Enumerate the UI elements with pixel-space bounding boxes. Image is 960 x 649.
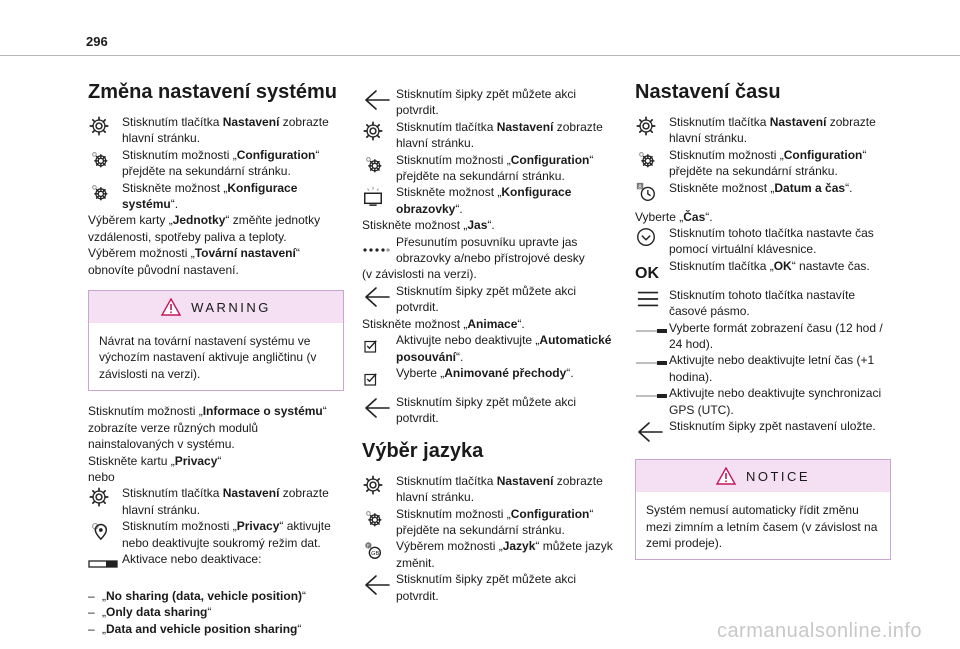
step-item [635,114,891,147]
back-arrow-icon [362,394,396,423]
column-time-settings [635,80,891,572]
svg-text:F: F [366,544,370,550]
step-text: Stisknutím šipky zpět nastavení uložte. [669,419,876,434]
step-item [88,518,344,551]
paragraph-privacy-tab: Stiskněte kartu „Privacy“ [88,453,222,468]
gear-icon [88,114,122,143]
gear-icon [635,114,669,143]
warning-box [88,290,344,391]
language-icon [362,538,396,567]
step-text: Stisknutím tlačítka Nastavení zobrazte hlavní stránku. [396,119,603,151]
step-item [362,283,618,316]
paragraph-factory-reset: Výběrem možnosti „Tovární nastavení“ obnovíte původní nastavení. [88,246,300,277]
page-number: 296 [86,34,108,49]
step-text: Stiskněte možnost „Datum a čas“. [669,180,853,195]
config-gear-icon [362,506,396,535]
step-text: Stisknutím možnosti „Configuration“ přejděte na sekundární stránku. [396,506,594,537]
step-item [635,418,891,447]
notice-triangle-icon [716,467,736,485]
step-item [88,180,344,213]
paragraph-animation: Stiskněte možnost „Animace“. [362,316,525,331]
column-screen-language [362,86,618,604]
step-text: Aktivujte nebo deaktivujte letní čas (+1 hodina). [669,353,875,384]
step-item [635,352,891,385]
svg-text:GB: GB [371,551,380,558]
toggle-icon [88,551,122,580]
toggle-small-icon [635,320,669,349]
privacy-option: – „No sharing (data, vehicle position)“ [88,588,307,603]
step-item [362,86,618,119]
gear-icon [88,485,122,514]
steps-list [362,473,618,604]
step-text: Stisknutím šipky zpět můžete akci potvrdit. [396,394,577,426]
step-item [362,119,618,152]
step-text: Stisknutím šipky zpět můžete akci potvrdit. [396,572,577,603]
watermark: carmanualsonline.info [716,620,922,642]
step-item [635,287,891,320]
step-text: Přesunutím posuvníku upravte jas obrazovky a/nebo přístrojové desky [396,234,585,266]
step-text: Vyberte formát zobrazení času (12 hod / 24 hod). [669,320,883,352]
warning-header [89,291,343,323]
step-item [635,225,891,258]
checkbox-icon [362,365,396,394]
step-text: Aktivujte nebo deaktivujte „Automatické posouvání“. [396,333,612,364]
notice-header [636,460,890,492]
step-item [635,320,891,353]
step-item [362,394,618,427]
step-text: Výběrem možnosti „Jazyk“ můžete jazyk změnit. [396,539,613,570]
step-item [88,114,344,147]
paragraph-or: nebo [88,469,115,484]
step-item [88,147,344,180]
notice-title: NOTICE [745,468,811,484]
steps-list-privacy [88,485,344,580]
step-item [362,506,618,539]
warning-triangle-icon [161,298,181,316]
step-text: Stisknutím tlačítka „OK“ nastavte čas. [669,258,870,273]
paragraph-brightness: Stiskněte možnost „Jas“. [362,218,495,233]
steps-list [362,234,618,267]
config-gear-icon [88,147,122,176]
step-text: Stisknutím tohoto tlačítka nastavte čas pomocí virtuální klávesnice. [669,226,874,257]
step-text: Stisknutím tlačítka Nastavení zobrazte hlavní stránku. [669,115,876,146]
ok-icon: OK [635,264,659,282]
paragraph-version: (v závislosti na verzi). [362,267,477,282]
step-item [362,332,618,365]
section-title-system: Změna nastavení systému [88,81,337,103]
step-text: Stiskněte možnost „Konfigurace systému“. [122,180,298,212]
step-item [635,385,891,418]
checkbox-icon [362,332,396,361]
step-text: Stisknutím tlačítka Nastavení zobrazte hlavní stránku. [122,115,329,146]
step-item [88,551,344,580]
notice-text: Systém nemusí automaticky řídit změnu mezi zimním a letním časem (v závislost na zemi prodeje). [646,503,878,550]
paragraph-system-info: Stisknutím možnosti „Informace o systému“ zobrazíte verze různých modulů nainstalovaných v systému. [88,404,327,452]
step-text: Stisknutím možnosti „Configuration“ přejděte na sekundární stránku. [396,152,594,184]
toggle-small-icon [635,352,669,381]
notice-box [635,459,891,560]
screen-brightness-icon [362,184,396,213]
column-system-settings [88,80,344,637]
step-text: Stisknutím možnosti „Configuration“ přejděte na sekundární stránku. [122,147,320,179]
toggle-small-icon [635,385,669,414]
step-text: Stisknutím možnosti „Configuration“ přejděte na sekundární stránku. [669,147,867,179]
warning-title: WARNING [191,299,271,315]
step-text: Stisknutím tlačítka Nastavení zobrazte hlavní stránku. [122,486,329,517]
gear-icon [362,473,396,502]
step-item [88,485,344,518]
step-item [362,571,618,604]
list-icon [635,287,669,316]
privacy-option: – „Data and vehicle position sharing“ [88,621,302,636]
gear-icon [362,119,396,148]
step-text: Stisknutím tlačítka Nastavení zobrazte hlavní stránku. [396,473,603,505]
step-text: Aktivujte nebo deaktivujte synchronizaci GPS (UTC). [669,386,882,417]
steps-list [362,332,618,427]
step-item [635,258,891,287]
step-item [635,147,891,180]
step-item [362,234,618,267]
chevron-circle-icon [635,225,669,254]
steps-list [635,225,891,447]
back-arrow-icon [362,283,396,312]
section-title-language: Výběr jazyka [362,439,484,462]
steps-list [88,114,344,212]
step-text: Aktivace nebo deaktivace: [122,551,262,566]
steps-list [362,86,618,217]
step-text: Vyberte „Animované přechody“. [396,365,574,380]
back-arrow-icon [362,571,396,600]
svg-text:8: 8 [638,183,642,190]
step-text: Stisknutím tohoto tlačítka nastavíte časové pásmo. [669,287,856,319]
step-text: Stisknutím šipky zpět můžete akci potvrdit. [396,87,577,118]
config-gear-icon [88,180,122,209]
privacy-gear-icon [88,518,122,547]
section-title-time: Nastavení času [635,81,781,103]
step-text: Stiskněte možnost „Konfigurace obrazovky“. [396,185,572,216]
step-item [635,180,891,209]
privacy-options [88,588,344,637]
slider-dots-icon [362,234,396,263]
step-item [362,473,618,506]
step-item [362,365,618,394]
step-text: Stisknutím šipky zpět můžete akci potvrdit. [396,283,577,315]
back-arrow-icon [635,418,669,447]
warning-text: Návrat na tovární nastavení systému ve výchozím nastavení aktivuje angličtinu (v závislosti na verzi). [99,334,317,381]
step-item [362,184,618,217]
steps-list [362,283,618,316]
config-gear-icon [362,152,396,181]
steps-list [635,114,891,209]
paragraph-select-time: Vyberte „Čas“. [635,209,713,224]
paragraph-units: Výběrem karty „Jednotky“ změňte jednotky vzdálenosti, spotřeby paliva a teploty. [88,213,321,244]
privacy-option: – „Only data sharing“ [88,605,212,620]
config-gear-icon [635,147,669,176]
clock-date-icon [635,180,669,209]
step-item [362,152,618,185]
step-text: Stisknutím možnosti „Privacy“ aktivujte nebo deaktivujte soukromý režim dat. [122,519,331,550]
header-divider [0,55,960,56]
back-arrow-icon [362,86,396,115]
step-item [362,538,618,571]
